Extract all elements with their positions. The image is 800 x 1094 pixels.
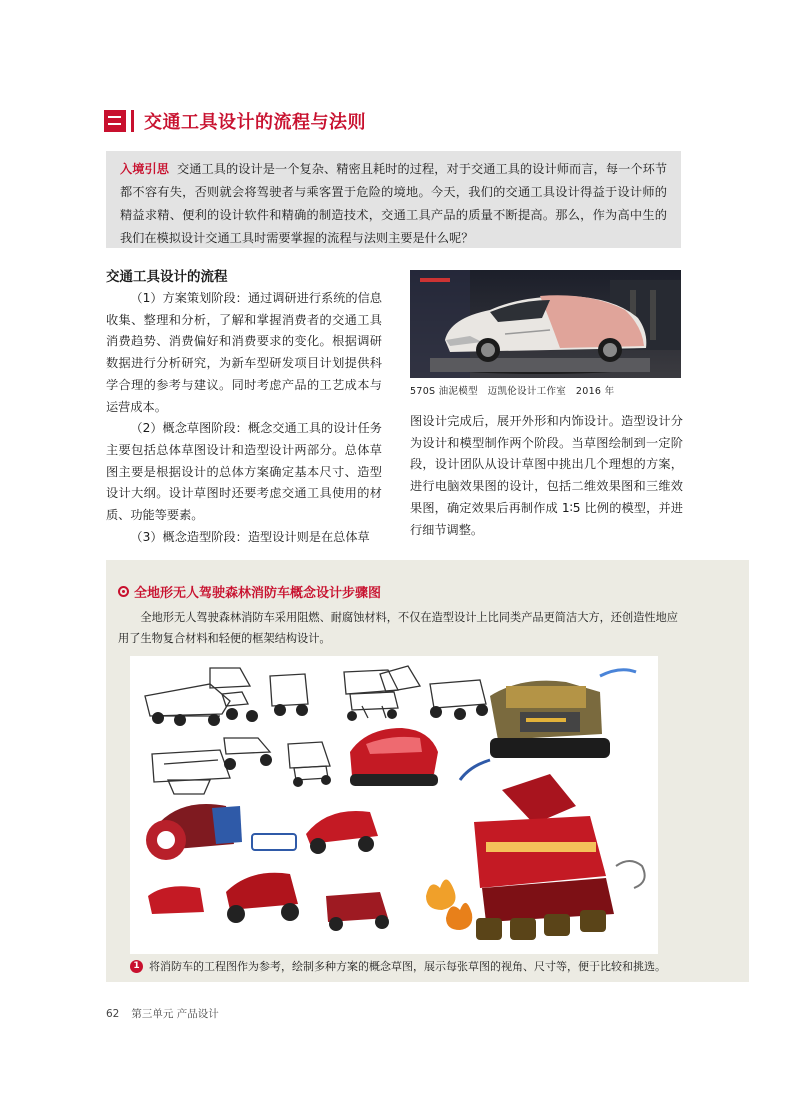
fire-truck-sketch-illustration <box>130 656 658 954</box>
clay-car-illustration <box>410 270 681 378</box>
caption-number-badge: 1 <box>130 960 143 973</box>
photo-caption: 570S 油泥模型 迈凯伦设计工作室 2016 年 <box>410 386 615 397</box>
target-icon <box>118 586 129 597</box>
intro-box <box>106 151 681 248</box>
unit-title: 第三单元 产品设计 <box>131 1008 219 1020</box>
section-bar <box>131 110 134 132</box>
right-column <box>410 411 683 541</box>
process-stage-3: （3）概念造型阶段：造型设计则是在总体草 <box>130 529 370 544</box>
steps-caption: 将消防车的工程图作为参考，绘制多种方案的概念草图，展示每张草图的视角、尺寸等，便于比较和挑选。 <box>149 960 666 973</box>
intro-label: 入境引思 <box>120 162 170 176</box>
process-heading: 交通工具设计的流程 <box>106 269 228 285</box>
steps-panel <box>106 560 749 982</box>
concept-sketches <box>130 656 658 954</box>
page-footer <box>106 1006 219 1021</box>
section-title: 交通工具设计的流程与法则 <box>144 112 366 133</box>
process-stage-3-continued: 图设计完成后，展开外形和内饰设计。造型设计分为设计和模型制作两个阶段。当草图绘制到一定阶段，设计团队从设计草图中挑出几个理想的方案，进行电脑效果图的设计，包括二维效果图和三维效果图，确定效果后再制作成 1∶5 比例的模型，并进行细节调整。 <box>410 414 683 537</box>
section-list-icon <box>104 110 126 132</box>
steps-caption-wrap <box>130 958 666 974</box>
page-number: 62 <box>106 1008 120 1020</box>
clay-model-photo <box>410 270 681 378</box>
steps-title: 全地形无人驾驶森林消防车概念设计步骤图 <box>134 586 382 601</box>
process-stage-2: （2）概念草图阶段：概念交通工具的设计任务主要包括总体草图设计和造型设计两部分。总体草图主要是根据设计的总体方案确定基本尺寸、造型设计大纲。设计草图时还要考虑交通工具使用的材质、功能等要素。 <box>106 421 382 523</box>
left-column <box>106 266 382 548</box>
steps-title-wrap <box>118 582 381 601</box>
process-stage-1: （1）方案策划阶段：通过调研进行系统的信息收集、整理和分析，了解和掌握消费者的交通工具消费趋势、消费偏好和消费要求的变化。根据调研数据进行分析研究，为新车型研发项目计划提供科学合理的参考与建议。同时考虑产品的工艺成本与运营成本。 <box>106 291 382 414</box>
intro-text: 交通工具的设计是一个复杂、精密且耗时的过程，对于交通工具的设计师而言，每一个环节都不容有失，否则就会将驾驶者与乘客置于危险的境地。今天，我们的交通工具设计得益于设计师的精益求精、便利的设计软件和精确的制造技术，交通工具产品的质量不断提高。那么，作为高中生的我们在模拟设计交通工具时需要掌握的流程与法则主要是什么呢？ <box>120 162 668 245</box>
section-header <box>104 108 366 134</box>
steps-description: 全地形无人驾驶森林消防车采用阻燃、耐腐蚀材料，不仅在造型设计上比同类产品更简洁大方，还创造性地应用了生物复合材料和轻便的框架结构设计。 <box>118 611 678 645</box>
